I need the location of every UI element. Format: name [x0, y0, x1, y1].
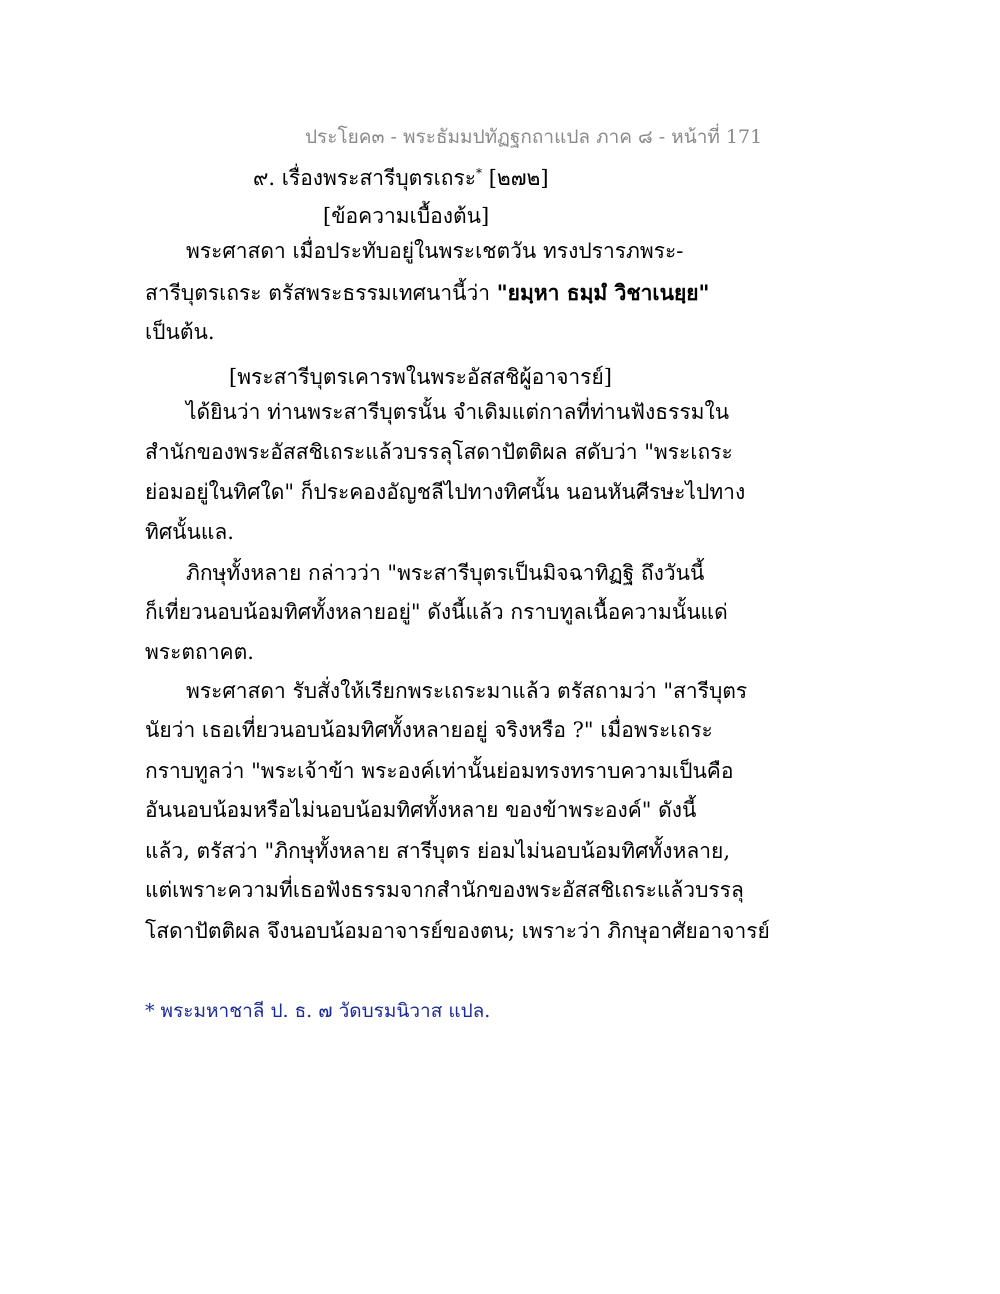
running-header: ประโยค๓ - พระธัมมปทัฏฐกถาแปล ภาค ๘ - หน้าที่ 171 — [305, 126, 763, 148]
intro-line: เป็นต้น. — [145, 320, 215, 344]
paragraph-line: แต่เพราะความที่เธอฟังธรรมจากสำนักของพระอัสสชิเถระแล้วบรรลุ — [145, 878, 744, 902]
intro-text: สารีบุตรเถระ ตรัสพระธรรมเทศนานี้ว่า — [145, 281, 497, 305]
paragraph-line: สำนักของพระอัสสชิเถระแล้วบรรลุโสดาปัตติผล สดับว่า "พระเถระ — [145, 440, 733, 464]
respect-section-heading: [พระสารีบุตรเคารพในพระอัสสชิผู้อาจารย์] — [229, 365, 612, 389]
intro-line: พระศาสดา เมื่อประทับอยู่ในพระเชตวัน ทรงปรารภพระ- — [186, 239, 684, 263]
story-title-text: ๙. เรื่องพระสารีบุตรเถระ — [253, 166, 477, 190]
opening-section-heading: [ข้อความเบื้องต้น] — [323, 204, 490, 228]
paragraph-line: ทิศนั้นแล. — [145, 520, 234, 544]
footnote-marker: * — [476, 166, 483, 180]
paragraph-line: โสดาปัตติผล จึงนอบน้อมอาจารย์ของตน; เพราะว่า ภิกษุอาศัยอาจารย์ — [145, 919, 770, 943]
paragraph-line: พระตถาคต. — [145, 640, 254, 664]
paragraph-line: กราบทูลว่า "พระเจ้าข้า พระองค์เท่านั้นย่อมทรงทราบความเป็นคือ — [145, 759, 734, 783]
paragraph-line: พระศาสดา รับสั่งให้เรียกพระเถระมาแล้ว ตรัสถามว่า "สารีบุตร — [186, 679, 748, 703]
paragraph-line: ย่อมอยู่ในทิศใด" ก็ประคองอัญชลีไปทางทิศนั้น นอนหันศีรษะไปทาง — [145, 480, 746, 504]
story-title — [253, 162, 549, 195]
paragraph-line: แล้ว, ตรัสว่า "ภิกษุทั้งหลาย สารีบุตร ย่อมไม่นอบน้อมทิศทั้งหลาย, — [145, 839, 731, 863]
paragraph-line: นัยว่า เธอเที่ยวนอบน้อมทิศทั้งหลายอยู่ จริงหรือ ?" เมื่อพระเถระ — [145, 718, 713, 742]
paragraph-line: ได้ยินว่า ท่านพระสารีบุตรนั้น จำเดิมแต่กาลที่ท่านฟังธรรมใน — [186, 400, 730, 424]
paragraph-line: ก็เที่ยวนอบน้อมทิศทั้งหลายอยู่" ดังนี้แล้ว กราบทูลเนื้อความนั้นแด่ — [145, 600, 728, 624]
paragraph-line: อันนอบน้อมหรือไม่นอบน้อมทิศทั้งหลาย ของข้าพระองค์" ดังนี้ — [145, 798, 697, 822]
paragraph-line: ภิกษุทั้งหลาย กล่าวว่า "พระสารีบุตรเป็นมิจฉาทิฏฐิ ถึงวันนี้ — [186, 561, 705, 585]
story-reference-number: [๒๗๒] — [488, 166, 549, 190]
intro-line — [145, 282, 710, 304]
footnote: * พระมหาชาลี ป. ธ. ๗ วัดบรมนิวาส แปล. — [145, 1000, 491, 1022]
pali-verse-quote: "ยมฺหา ธมฺมํ วิชาเนยฺย" — [496, 280, 710, 305]
